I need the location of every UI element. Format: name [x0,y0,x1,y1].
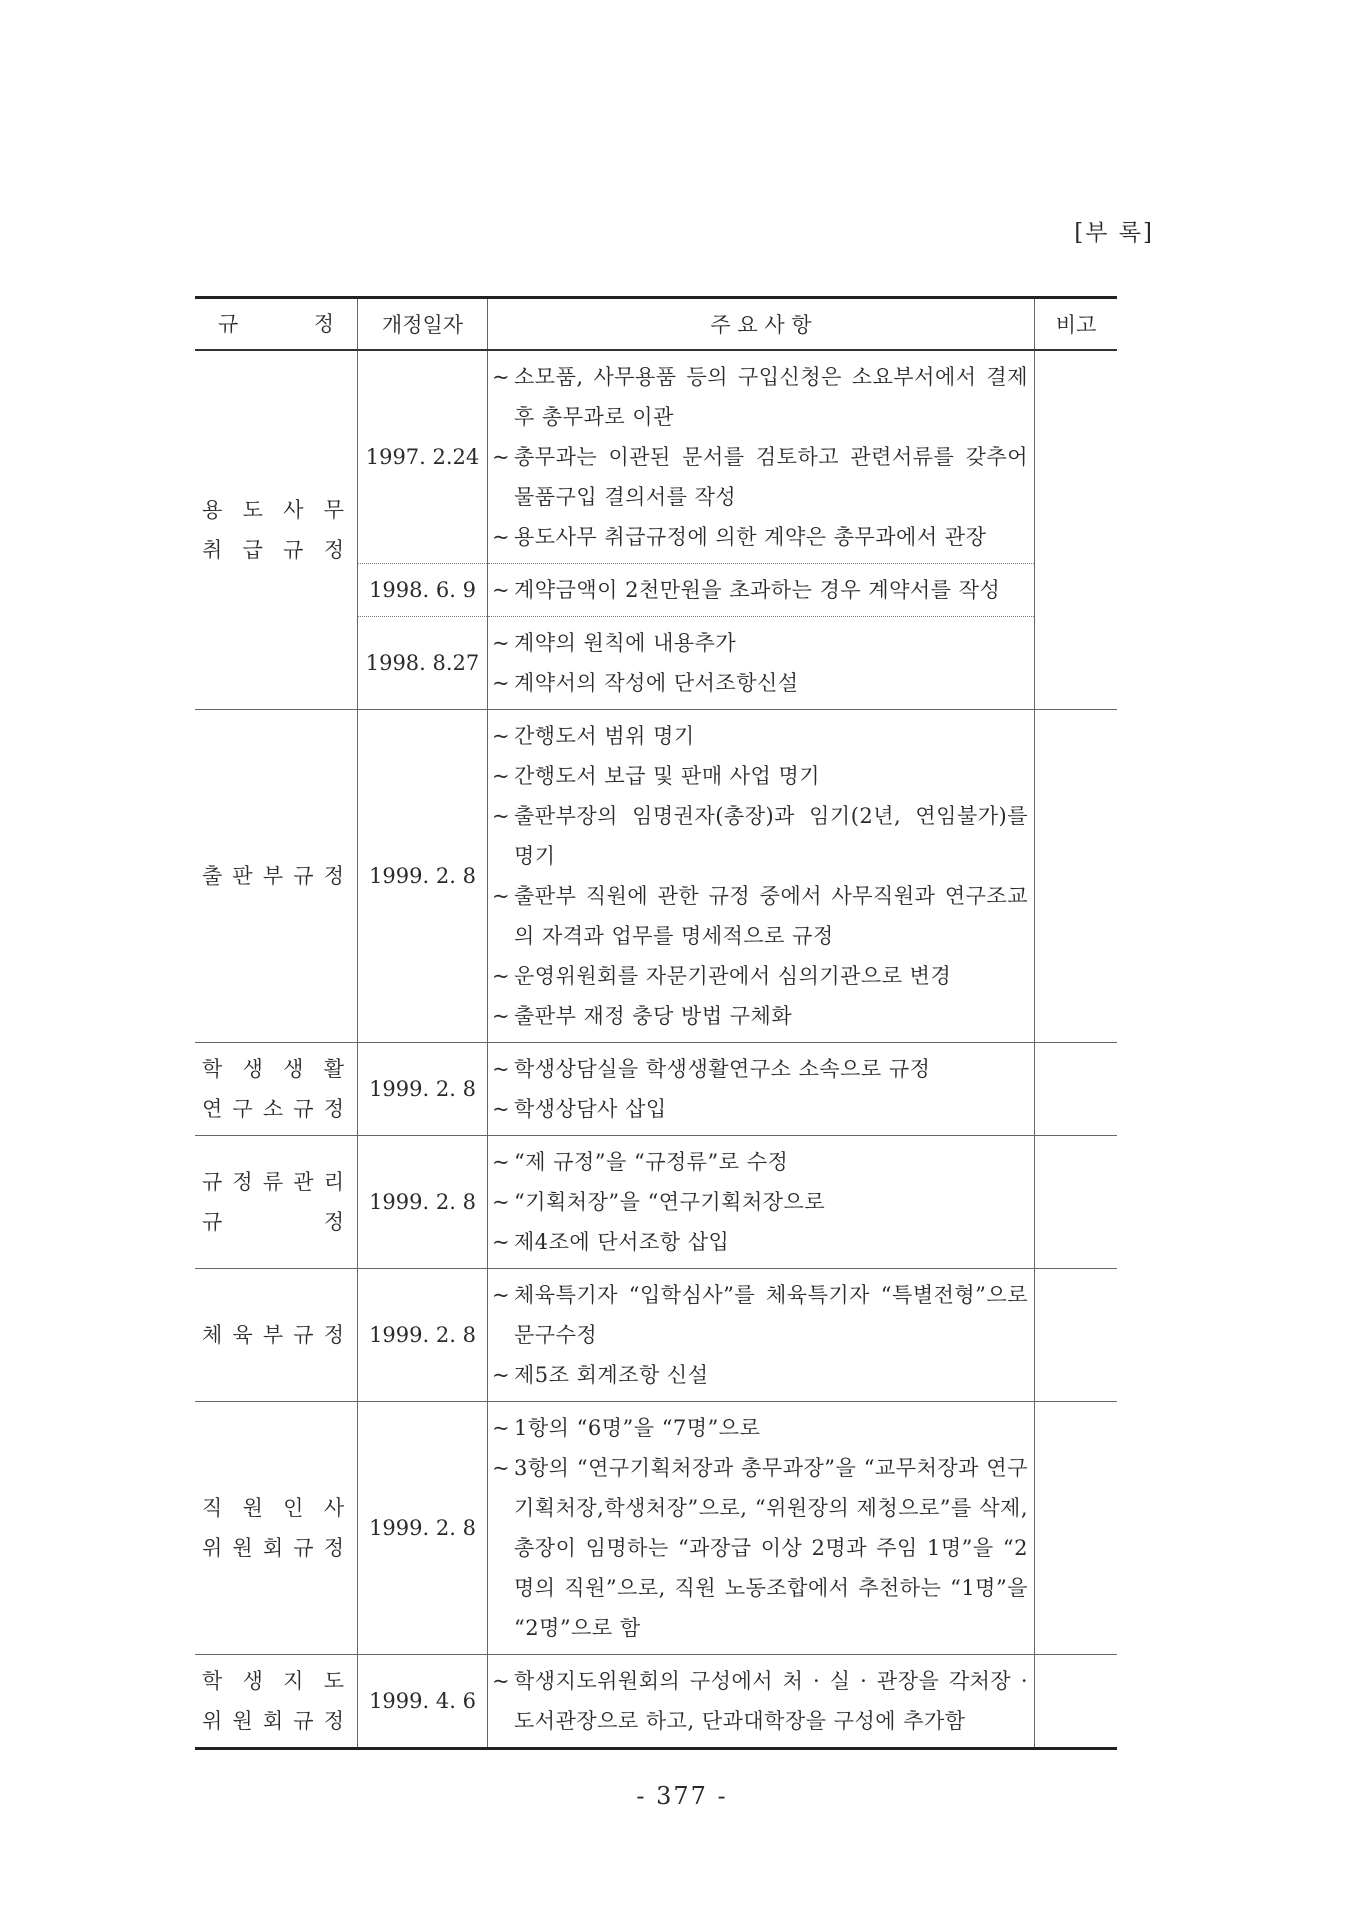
content-item [492,1049,1028,1089]
content-item-text: 소모품, 사무용품 등의 구입신청은 소요부서에서 결제 후 총무과로 이관 [514,365,1028,429]
note-cell [1035,1043,1118,1136]
content-item-text: 계약서의 작성에 단서조항신설 [514,671,799,695]
revision-date-cell: 1999. 2. 8 [358,710,488,1043]
note-cell [1035,1655,1118,1749]
regulation-name-line: 출 판 부 규 정 [202,864,344,888]
appendix-tag: [부 록] [1074,220,1154,246]
content-item-text: 출판부 재정 충당 방법 구체화 [514,1004,793,1028]
content-item [492,1275,1028,1355]
content-item [492,663,1028,703]
content-item-text: 용도사무 취급규정에 의한 계약은 총무과에서 관장 [514,525,987,549]
tilde-bullet: ~ [492,1150,511,1174]
content-item-text: 출판부 직원에 관한 규정 중에서 사무직원과 연구조교의 자격과 업무를 명세적으로 규정 [514,884,1028,948]
revision-date-cell: 1999. 2. 8 [358,1269,488,1402]
tilde-bullet: ~ [492,884,511,908]
regulation-name-line: 체 육 부 규 정 [202,1323,344,1347]
content-item-text: 계약금액이 2천만원을 초과하는 경우 계약서를 작성 [514,578,1001,602]
content-item-text: “제 규정”을 “규정류”로 수정 [514,1150,789,1174]
tilde-bullet: ~ [492,1097,511,1121]
col-header-note: 비고 [1035,298,1118,351]
tilde-bullet: ~ [492,1057,511,1081]
content-item [492,1142,1028,1182]
content-item [492,756,1028,796]
main-content-cell [488,1269,1035,1402]
regulation-name-cell [195,1269,358,1402]
main-content-cell [488,564,1035,617]
content-item-text: 학생상담실을 학생생활연구소 소속으로 규정 [514,1057,931,1081]
content-item [492,876,1028,956]
tilde-bullet: ~ [492,1004,511,1028]
note-cell [1035,1402,1118,1655]
tilde-bullet: ~ [492,1230,511,1254]
content-item [492,716,1028,756]
content-item-text: “기획처장”을 “연구기획처장으로 [514,1190,826,1214]
regulation-name-line: 규 정 [202,1210,344,1234]
regulation-name-cell [195,1655,358,1749]
content-item-text: 간행도서 범위 명기 [514,724,695,748]
main-content-cell [488,1655,1035,1749]
main-content-cell [488,710,1035,1043]
col-header-main-content: 주 요 사 항 [488,298,1035,351]
table-row [195,1402,1117,1655]
tilde-bullet: ~ [492,671,511,695]
regulation-name-line: 용 도 사 무 [202,498,344,522]
content-item [492,1222,1028,1262]
tilde-bullet: ~ [492,1456,511,1480]
content-item-text: 총무과는 이관된 문서를 검토하고 관련서류를 갖추어 물품구입 결의서를 작성 [514,445,1028,509]
revision-date-cell: 1997. 2.24 [358,350,488,564]
col-header-regulation: 규 정 [195,298,358,351]
content-item [492,1448,1028,1648]
content-item [492,623,1028,663]
content-item-text: 제4조에 단서조항 삽입 [514,1230,730,1254]
tilde-bullet: ~ [492,631,511,655]
note-cell [1035,1136,1118,1269]
table-row [195,1043,1117,1136]
main-content-cell [488,1402,1035,1655]
regulation-name-line: 학 생 생 활 [202,1057,344,1081]
tilde-bullet: ~ [492,1669,511,1693]
revision-date-cell: 1998. 6. 9 [358,564,488,617]
main-content-cell [488,1043,1035,1136]
regulation-revision-table [195,296,1117,1750]
content-item [492,357,1028,437]
content-item-text: 체육특기자 “입학심사”를 체육특기자 “특별전형”으로 문구수정 [514,1283,1028,1347]
regulation-name-line: 취 급 규 정 [202,538,344,562]
note-cell [1035,350,1118,710]
tilde-bullet: ~ [492,1283,511,1307]
main-content-cell [488,617,1035,710]
main-content-cell [488,350,1035,564]
note-cell [1035,1269,1118,1402]
content-item-text: 학생지도위원회의 구성에서 처 · 실 · 관장을 각처장 · 도서관장으로 하고, 단과대학장을 구성에 추가함 [514,1669,1028,1733]
content-item [492,1089,1028,1129]
table-row [195,1655,1117,1749]
content-item-text: 1항의 “6명”을 “7명”으로 [514,1416,761,1440]
tilde-bullet: ~ [492,525,511,549]
content-item-text: 학생상담사 삽입 [514,1097,667,1121]
col-header-revision-date: 개정일자 [358,298,488,351]
content-item-text: 3항의 “연구기획처장과 총무과장”을 “교무처장과 연구기획처장,학생처장”으로, “위원장의 제청으로”를 삭제, 총장이 임명하는 “과장급 이상 2명과 주임 1명”을 “2명의 직원”으로, 직원 노동조합에서 추천하는 “1명”을 “2명”으로 함 [514,1456,1028,1640]
tilde-bullet: ~ [492,578,511,602]
regulation-name-line: 위 원 회 규 정 [202,1536,344,1560]
tilde-bullet: ~ [492,1363,511,1387]
revision-date-cell: 1998. 8.27 [358,617,488,710]
tilde-bullet: ~ [492,764,511,788]
tilde-bullet: ~ [492,365,511,389]
content-item [492,796,1028,876]
tilde-bullet: ~ [492,724,511,748]
table-row [195,350,1117,564]
content-item [492,1661,1028,1741]
regulation-name-cell [195,1136,358,1269]
regulation-name-line: 학 생 지 도 [202,1669,344,1693]
content-item [492,996,1028,1036]
table-row [195,710,1117,1043]
table-row [195,1136,1117,1269]
regulation-name-cell [195,1402,358,1655]
tilde-bullet: ~ [492,445,511,469]
main-content-cell [488,1136,1035,1269]
content-item-text: 출판부장의 임명권자(총장)과 임기(2년, 연임불가)를 명기 [514,804,1028,868]
regulation-name-line: 연 구 소 규 정 [202,1097,344,1121]
regulation-name-cell [195,350,358,710]
tilde-bullet: ~ [492,1416,511,1440]
table-row [195,1269,1117,1402]
table-body [195,350,1117,1749]
page-number: - 377 - [636,1782,728,1810]
tilde-bullet: ~ [492,964,511,988]
content-item [492,570,1028,610]
content-item [492,517,1028,557]
table-header-row [195,298,1117,351]
content-item-text: 운영위원회를 자문기관에서 심의기관으로 변경 [514,964,952,988]
regulation-name-line: 규 정 류 관 리 [202,1170,344,1194]
revision-date-cell: 1999. 2. 8 [358,1136,488,1269]
regulation-name-line: 위 원 회 규 정 [202,1709,344,1733]
content-item-text: 계약의 원칙에 내용추가 [514,631,737,655]
regulation-name-cell [195,710,358,1043]
content-item [492,437,1028,517]
content-item [492,956,1028,996]
tilde-bullet: ~ [492,804,511,828]
regulation-name-line: 직 원 인 사 [202,1496,344,1520]
content-item-text: 간행도서 보급 및 판매 사업 명기 [514,764,821,788]
tilde-bullet: ~ [492,1190,511,1214]
revision-date-cell: 1999. 2. 8 [358,1043,488,1136]
content-item [492,1182,1028,1222]
content-item-text: 제5조 회계조항 신설 [514,1363,709,1387]
note-cell [1035,710,1118,1043]
regulation-name-cell [195,1043,358,1136]
revision-date-cell: 1999. 4. 6 [358,1655,488,1749]
revision-date-cell: 1999. 2. 8 [358,1402,488,1655]
content-item [492,1408,1028,1448]
content-item [492,1355,1028,1395]
